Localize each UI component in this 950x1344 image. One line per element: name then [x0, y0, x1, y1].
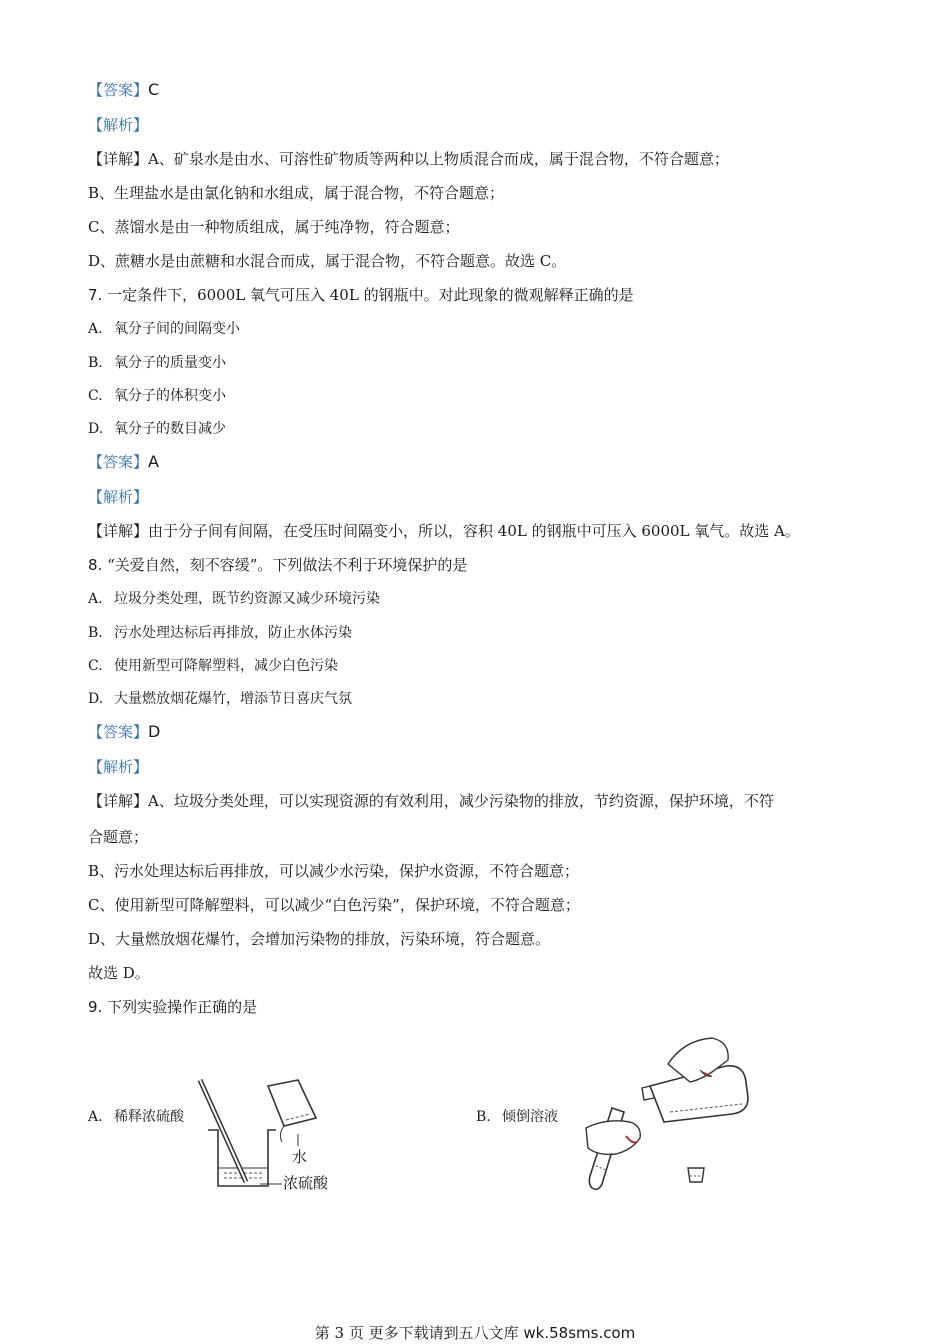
option-label: A.	[88, 321, 103, 337]
detail-line-q7	[88, 521, 800, 541]
q8-option-d	[88, 689, 352, 709]
option-text: 氧分子的数目减少	[114, 421, 226, 437]
question-7-stem	[88, 285, 634, 305]
answer-value: C	[148, 80, 160, 99]
detail-line-q6-1	[88, 149, 729, 169]
q9-option-a	[88, 1107, 184, 1127]
detail-text: A、矿泉水是由水、可溶性矿物质等两种以上物质混合而成，属于混合物，不符合题意；	[148, 150, 729, 168]
question-text: “关爱自然，刻不容缓”。下列做法不利于环境保护的是	[102, 556, 468, 574]
fig-label-water: 水	[292, 1148, 308, 1166]
glass-rod-highlight	[200, 1080, 246, 1182]
q9-option-b	[476, 1107, 558, 1127]
detail-line-q8-1	[88, 791, 774, 811]
detail-line-q8-3: B、污水处理达标后再排放，可以减少水污染，保护水资源，不符合题意；	[88, 862, 580, 880]
option-text: 污水处理达标后再排放，防止水体污染	[114, 625, 352, 641]
footer-site-link[interactable]: wk.58sms.com	[523, 1324, 636, 1342]
analysis-tag: 【解析】	[88, 116, 149, 134]
lower-hand	[586, 1121, 640, 1155]
option-text: 垃圾分类处理，既节约资源又减少环境污染	[114, 591, 380, 607]
q8-option-c	[88, 656, 338, 676]
answer-tag: 【答案】	[88, 723, 149, 741]
detail-line-q8-5: D、大量燃放烟花爆竹，会增加污染物的排放，污染环境，符合题意。	[88, 930, 551, 948]
option-text: 氧分子的体积变小	[114, 388, 226, 404]
bottle-stopper	[688, 1168, 704, 1182]
analysis-heading-q8	[88, 757, 148, 777]
question-number: 8.	[88, 556, 103, 574]
question-8-stem	[88, 555, 467, 575]
option-label: B.	[88, 355, 103, 371]
detail-tag: 【详解】	[88, 522, 149, 540]
q8-option-a	[88, 589, 380, 609]
detail-tag: 【详解】	[88, 792, 149, 810]
footer-promo: 更多下载请到五八文库	[363, 1324, 524, 1342]
question-9-stem	[88, 997, 257, 1017]
q7-option-c	[88, 386, 226, 406]
option-text: 稀释浓硫酸	[114, 1109, 184, 1125]
answer-line-q6	[88, 80, 159, 100]
option-label: D.	[88, 691, 104, 707]
page-footer	[0, 1322, 950, 1343]
option-label: A.	[88, 1109, 103, 1125]
option-text: 大量燃放烟花爆竹，增添节日喜庆气氛	[114, 691, 352, 707]
detail-line-q6-3: C、蒸馏水是由一种物质组成，属于纯净物，符合题意；	[88, 218, 460, 236]
detail-line-q6-4: D、蔗糖水是由蔗糖和水混合而成，属于混合物，不符合题意。故选 C。	[88, 252, 567, 270]
analysis-tag: 【解析】	[88, 488, 149, 506]
question-text: 下列实验操作正确的是	[102, 998, 258, 1016]
option-text: 氧分子间的间隔变小	[114, 321, 240, 337]
detail-line-q8-2: 合题意；	[88, 828, 149, 846]
detail-line-q8-4: C、使用新型可降解塑料，可以减少“白色污染”，保护环境，不符合题意；	[88, 896, 580, 914]
pouring-beaker	[268, 1080, 316, 1126]
q7-option-a	[88, 319, 240, 339]
answer-line-q8	[88, 722, 160, 742]
detail-text: A、垃圾分类处理，可以实现资源的有效利用，减少污染物的排放，节约资源，保护环境，不符	[148, 792, 774, 810]
answer-value: A	[148, 452, 159, 471]
page-number: 第 3 页	[314, 1324, 364, 1342]
detail-tag: 【详解】	[88, 150, 149, 168]
answer-tag: 【答案】	[88, 453, 149, 471]
analysis-heading-q7	[88, 487, 148, 507]
option-text: 使用新型可降解塑料，减少白色污染	[114, 658, 338, 674]
pouring-stream	[280, 1126, 284, 1142]
option-label: C.	[88, 388, 103, 404]
detail-text: 由于分子间有间隔，在受压时间隔变小，所以，容积 40L 的钢瓶中可压入 6000L 氧气。故选 A。	[148, 522, 800, 540]
option-label: B.	[476, 1109, 491, 1125]
q7-option-b	[88, 353, 226, 373]
option-label: D.	[88, 421, 104, 437]
detail-line-q8-6: 故选 D。	[88, 964, 150, 982]
option-label: A.	[88, 591, 103, 607]
fig-label-acid: 浓硫酸	[283, 1174, 329, 1192]
detail-line-q6-2: B、生理盐水是由氯化钠和水组成，属于混合物，不符合题意；	[88, 184, 505, 202]
analysis-tag: 【解析】	[88, 758, 149, 776]
option-label: B.	[88, 625, 103, 641]
answer-tag: 【答案】	[88, 81, 149, 99]
option-text: 氧分子的质量变小	[114, 355, 226, 371]
question-number: 7.	[88, 286, 103, 304]
answer-line-q7	[88, 452, 159, 472]
analysis-heading-q6	[88, 115, 148, 135]
q8-option-b	[88, 623, 352, 643]
answer-value: D	[148, 722, 161, 741]
option-label: C.	[88, 658, 103, 674]
question-text: 一定条件下，6000L 氧气可压入 40L 的钢瓶中。对此现象的微观解释正确的是	[102, 286, 634, 304]
option-text: 倾倒溶液	[502, 1109, 558, 1125]
question-number: 9.	[88, 998, 103, 1016]
q7-option-d	[88, 419, 226, 439]
pour-solution-figure	[572, 1026, 762, 1196]
